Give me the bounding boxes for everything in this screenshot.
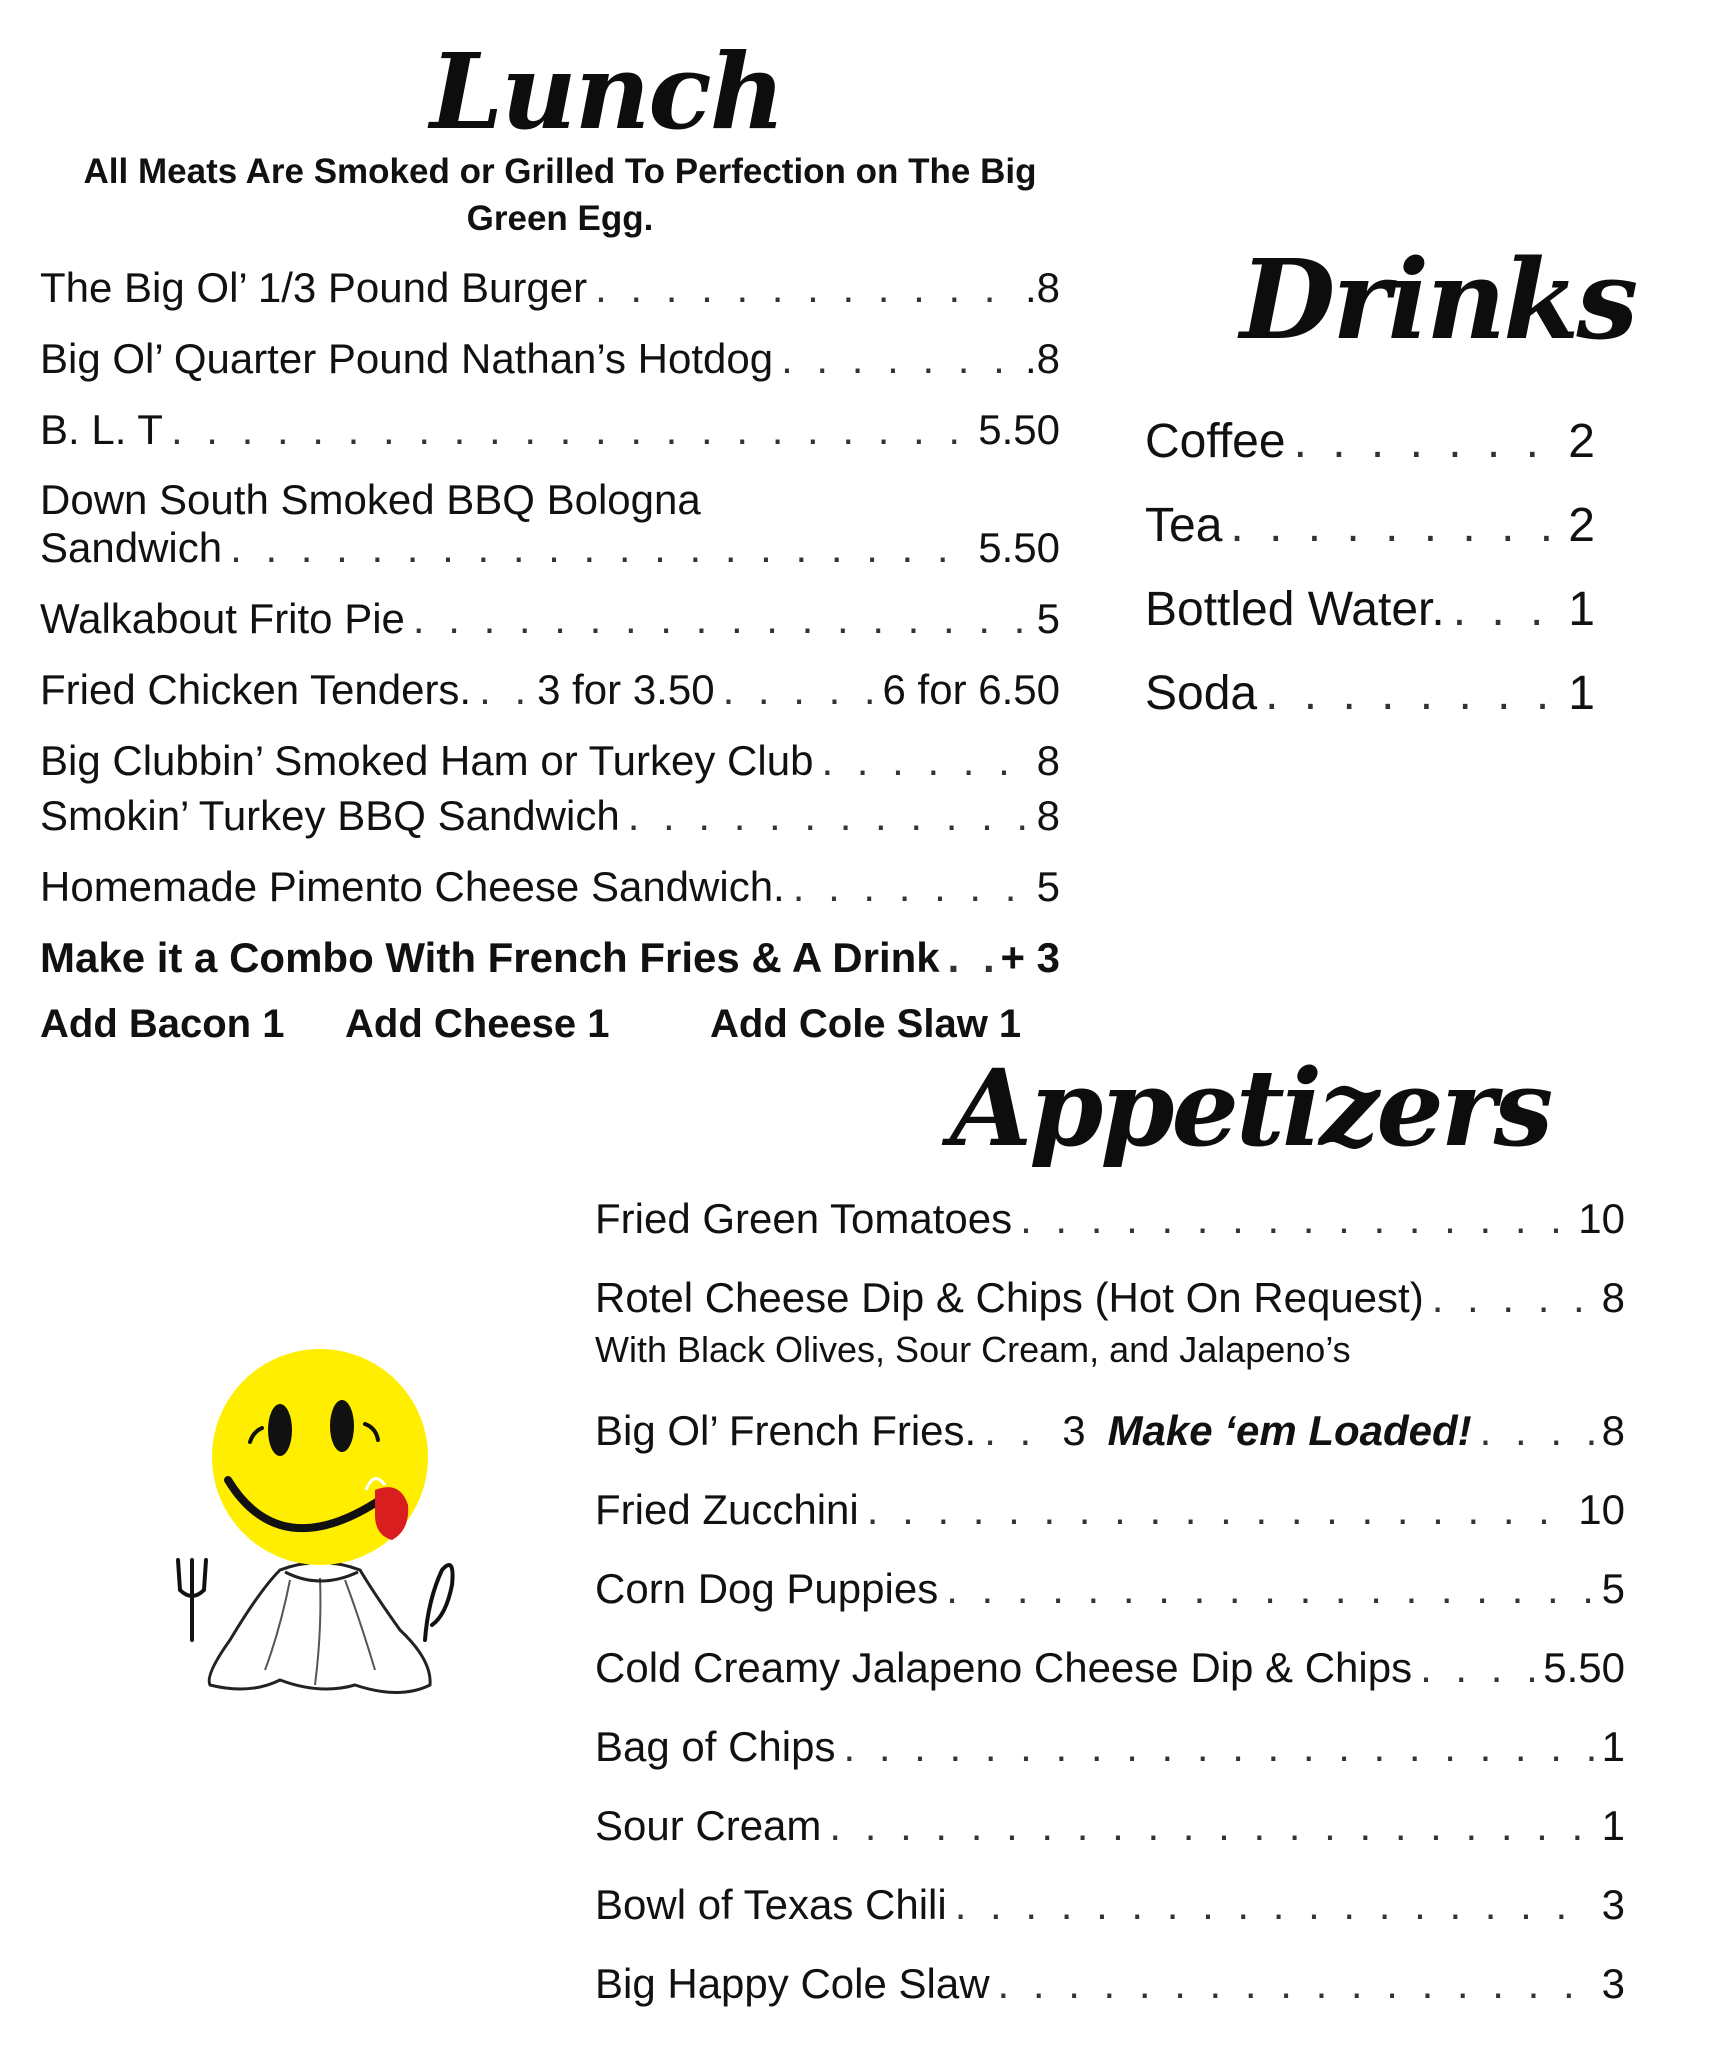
item-price-plain: 3 bbox=[1062, 1407, 1086, 1454]
item-price: .8 bbox=[1024, 335, 1060, 382]
item-name: Big Ol’ French Fries. bbox=[595, 1407, 977, 1454]
appetizer-item-zucchini bbox=[595, 1484, 1625, 1536]
dot-leader bbox=[1265, 664, 1560, 724]
dot-leader bbox=[1453, 580, 1561, 640]
item-name: Big Ol’ Quarter Pound Nathan’s Hotdog bbox=[40, 335, 774, 382]
appetizer-item-rotel-dip bbox=[595, 1272, 1625, 1324]
item-price: 1 bbox=[1568, 583, 1595, 636]
drinks-heading: Drinks bbox=[1240, 235, 1636, 364]
item-price: 5.50 bbox=[978, 406, 1060, 453]
dot-leader bbox=[479, 664, 529, 716]
item-price: 8 bbox=[1601, 1274, 1625, 1321]
dot-leader bbox=[821, 735, 1028, 787]
appetizer-item-french-fries bbox=[595, 1405, 1625, 1457]
item-price: 1 bbox=[1568, 667, 1595, 720]
appetizer-item-cole-slaw bbox=[595, 1958, 1625, 2010]
appetizer-item-sour-cream bbox=[595, 1800, 1625, 1852]
menu-item-club bbox=[40, 735, 1060, 787]
appetizer-item-texas-chili bbox=[595, 1879, 1625, 1931]
dot-leader bbox=[781, 333, 1017, 385]
drink-item-water bbox=[1145, 580, 1595, 640]
menu-item-turkey-bbq bbox=[40, 790, 1060, 842]
dot-leader bbox=[843, 1721, 1593, 1773]
dot-leader bbox=[1294, 412, 1561, 472]
dot-leader bbox=[867, 1484, 1571, 1536]
item-name: Corn Dog Puppies bbox=[595, 1565, 939, 1612]
item-price: 5.50 bbox=[978, 524, 1060, 571]
dot-leader bbox=[1432, 1272, 1594, 1324]
item-price: 10 bbox=[1578, 1486, 1625, 1533]
item-price: 5 bbox=[1601, 1565, 1625, 1612]
item-name: Soda bbox=[1145, 667, 1258, 720]
menu-item-frito-pie bbox=[40, 593, 1060, 645]
appetizer-item-green-tomatoes bbox=[595, 1193, 1625, 1245]
item-name: Coffee bbox=[1145, 415, 1286, 468]
menu-item-combo bbox=[40, 932, 1060, 984]
dot-leader bbox=[628, 790, 1029, 842]
item-price: .8 bbox=[1024, 264, 1060, 311]
item-name: Fried Chicken Tenders. bbox=[40, 666, 472, 713]
item-price-small: 3 for 3.50 bbox=[537, 666, 715, 713]
item-price: 1 bbox=[1601, 1802, 1625, 1849]
item-price: 2 bbox=[1568, 499, 1595, 552]
item-name: Bowl of Texas Chili bbox=[595, 1881, 947, 1928]
item-price-large: 6 for 6.50 bbox=[882, 666, 1060, 713]
item-price: + 3 bbox=[1000, 934, 1060, 981]
item-name: The Big Ol’ 1/3 Pound Burger bbox=[40, 264, 588, 311]
menu-item-chicken-tenders bbox=[40, 664, 1060, 716]
loaded-upsell: Make ‘em Loaded! bbox=[1107, 1407, 1472, 1454]
item-name: Make it a Combo With French Fries & A Drink bbox=[40, 934, 940, 981]
dot-leader bbox=[723, 664, 875, 716]
item-price: 3 bbox=[1601, 1960, 1625, 2007]
item-name: Sour Cream bbox=[595, 1802, 822, 1849]
item-name: Sandwich bbox=[40, 524, 223, 571]
item-name: Smokin’ Turkey BBQ Sandwich bbox=[40, 792, 620, 839]
dot-leader bbox=[998, 1958, 1594, 2010]
addon-cheese: Add Cheese 1 bbox=[345, 1002, 610, 1046]
item-name: Fried Green Tomatoes bbox=[595, 1195, 1013, 1242]
item-name: Cold Creamy Jalapeno Cheese Dip & Chips bbox=[595, 1644, 1413, 1691]
menu-item-hotdog bbox=[40, 333, 1060, 385]
item-name: B. L. T bbox=[40, 406, 163, 453]
smiley-face-with-fork-and-knife-icon bbox=[170, 1340, 490, 1720]
menu-item-bologna-line1: Down South Smoked BBQ Bologna bbox=[40, 476, 701, 523]
item-price: 2 bbox=[1568, 415, 1595, 468]
dot-leader bbox=[171, 404, 970, 456]
dot-leader bbox=[948, 932, 993, 984]
dot-leader bbox=[946, 1563, 1593, 1615]
drink-item-soda bbox=[1145, 664, 1595, 724]
appetizer-item-corn-dog-puppies bbox=[595, 1563, 1625, 1615]
item-price: 10 bbox=[1578, 1195, 1625, 1242]
appetizer-item-jalapeno-dip bbox=[595, 1642, 1625, 1694]
item-price: 8 bbox=[1036, 792, 1060, 839]
item-name: Tea bbox=[1145, 499, 1223, 552]
dot-leader bbox=[413, 593, 1029, 645]
item-name: Big Clubbin’ Smoked Ham or Turkey Club bbox=[40, 737, 814, 784]
item-name: Bag of Chips bbox=[595, 1723, 836, 1770]
item-price-loaded: 8 bbox=[1601, 1407, 1625, 1454]
lunch-heading: Lunch bbox=[430, 30, 784, 153]
item-name: Rotel Cheese Dip & Chips (Hot On Request) bbox=[595, 1274, 1424, 1321]
appetizer-item-bag-of-chips bbox=[595, 1721, 1625, 1773]
item-price: 5.50 bbox=[1543, 1644, 1625, 1691]
dot-leader bbox=[955, 1879, 1594, 1931]
item-name: Homemade Pimento Cheese Sandwich. bbox=[40, 863, 785, 910]
dot-leader bbox=[1020, 1193, 1570, 1245]
item-price: 3 bbox=[1601, 1881, 1625, 1928]
menu-item-blt bbox=[40, 404, 1060, 456]
dot-leader bbox=[230, 522, 970, 574]
rotel-note: With Black Olives, Sour Cream, and Jalapeno’s bbox=[595, 1329, 1351, 1370]
dot-leader bbox=[793, 861, 1029, 913]
menu-item-burger bbox=[40, 262, 1060, 314]
item-price: 8 bbox=[1036, 737, 1060, 784]
addon-bacon: Add Bacon 1 bbox=[40, 1002, 285, 1046]
item-price: 5 bbox=[1036, 595, 1060, 642]
item-name: Walkabout Frito Pie bbox=[40, 595, 405, 642]
menu-item-pimento bbox=[40, 861, 1060, 913]
dot-leader bbox=[1230, 496, 1560, 556]
item-price: 5 bbox=[1036, 863, 1060, 910]
lunch-subtitle: All Meats Are Smoked or Grilled To Perfection on The Big Green Egg. bbox=[83, 152, 1037, 238]
drink-item-tea bbox=[1145, 496, 1595, 556]
item-name: Bottled Water. bbox=[1145, 583, 1445, 636]
item-name: Fried Zucchini bbox=[595, 1486, 859, 1533]
dot-leader bbox=[829, 1800, 1593, 1852]
dot-leader bbox=[1480, 1405, 1594, 1457]
dot-leader bbox=[595, 262, 1017, 314]
drink-item-coffee bbox=[1145, 412, 1595, 472]
addon-cole-slaw: Add Cole Slaw 1 bbox=[710, 1002, 1022, 1046]
item-price: 1 bbox=[1601, 1723, 1625, 1770]
dot-leader bbox=[984, 1405, 1054, 1457]
item-name: Big Happy Cole Slaw bbox=[595, 1960, 990, 2007]
dot-leader bbox=[1420, 1642, 1535, 1694]
menu-item-bologna bbox=[40, 522, 1060, 574]
appetizers-heading: Appetizers bbox=[950, 1045, 1551, 1170]
